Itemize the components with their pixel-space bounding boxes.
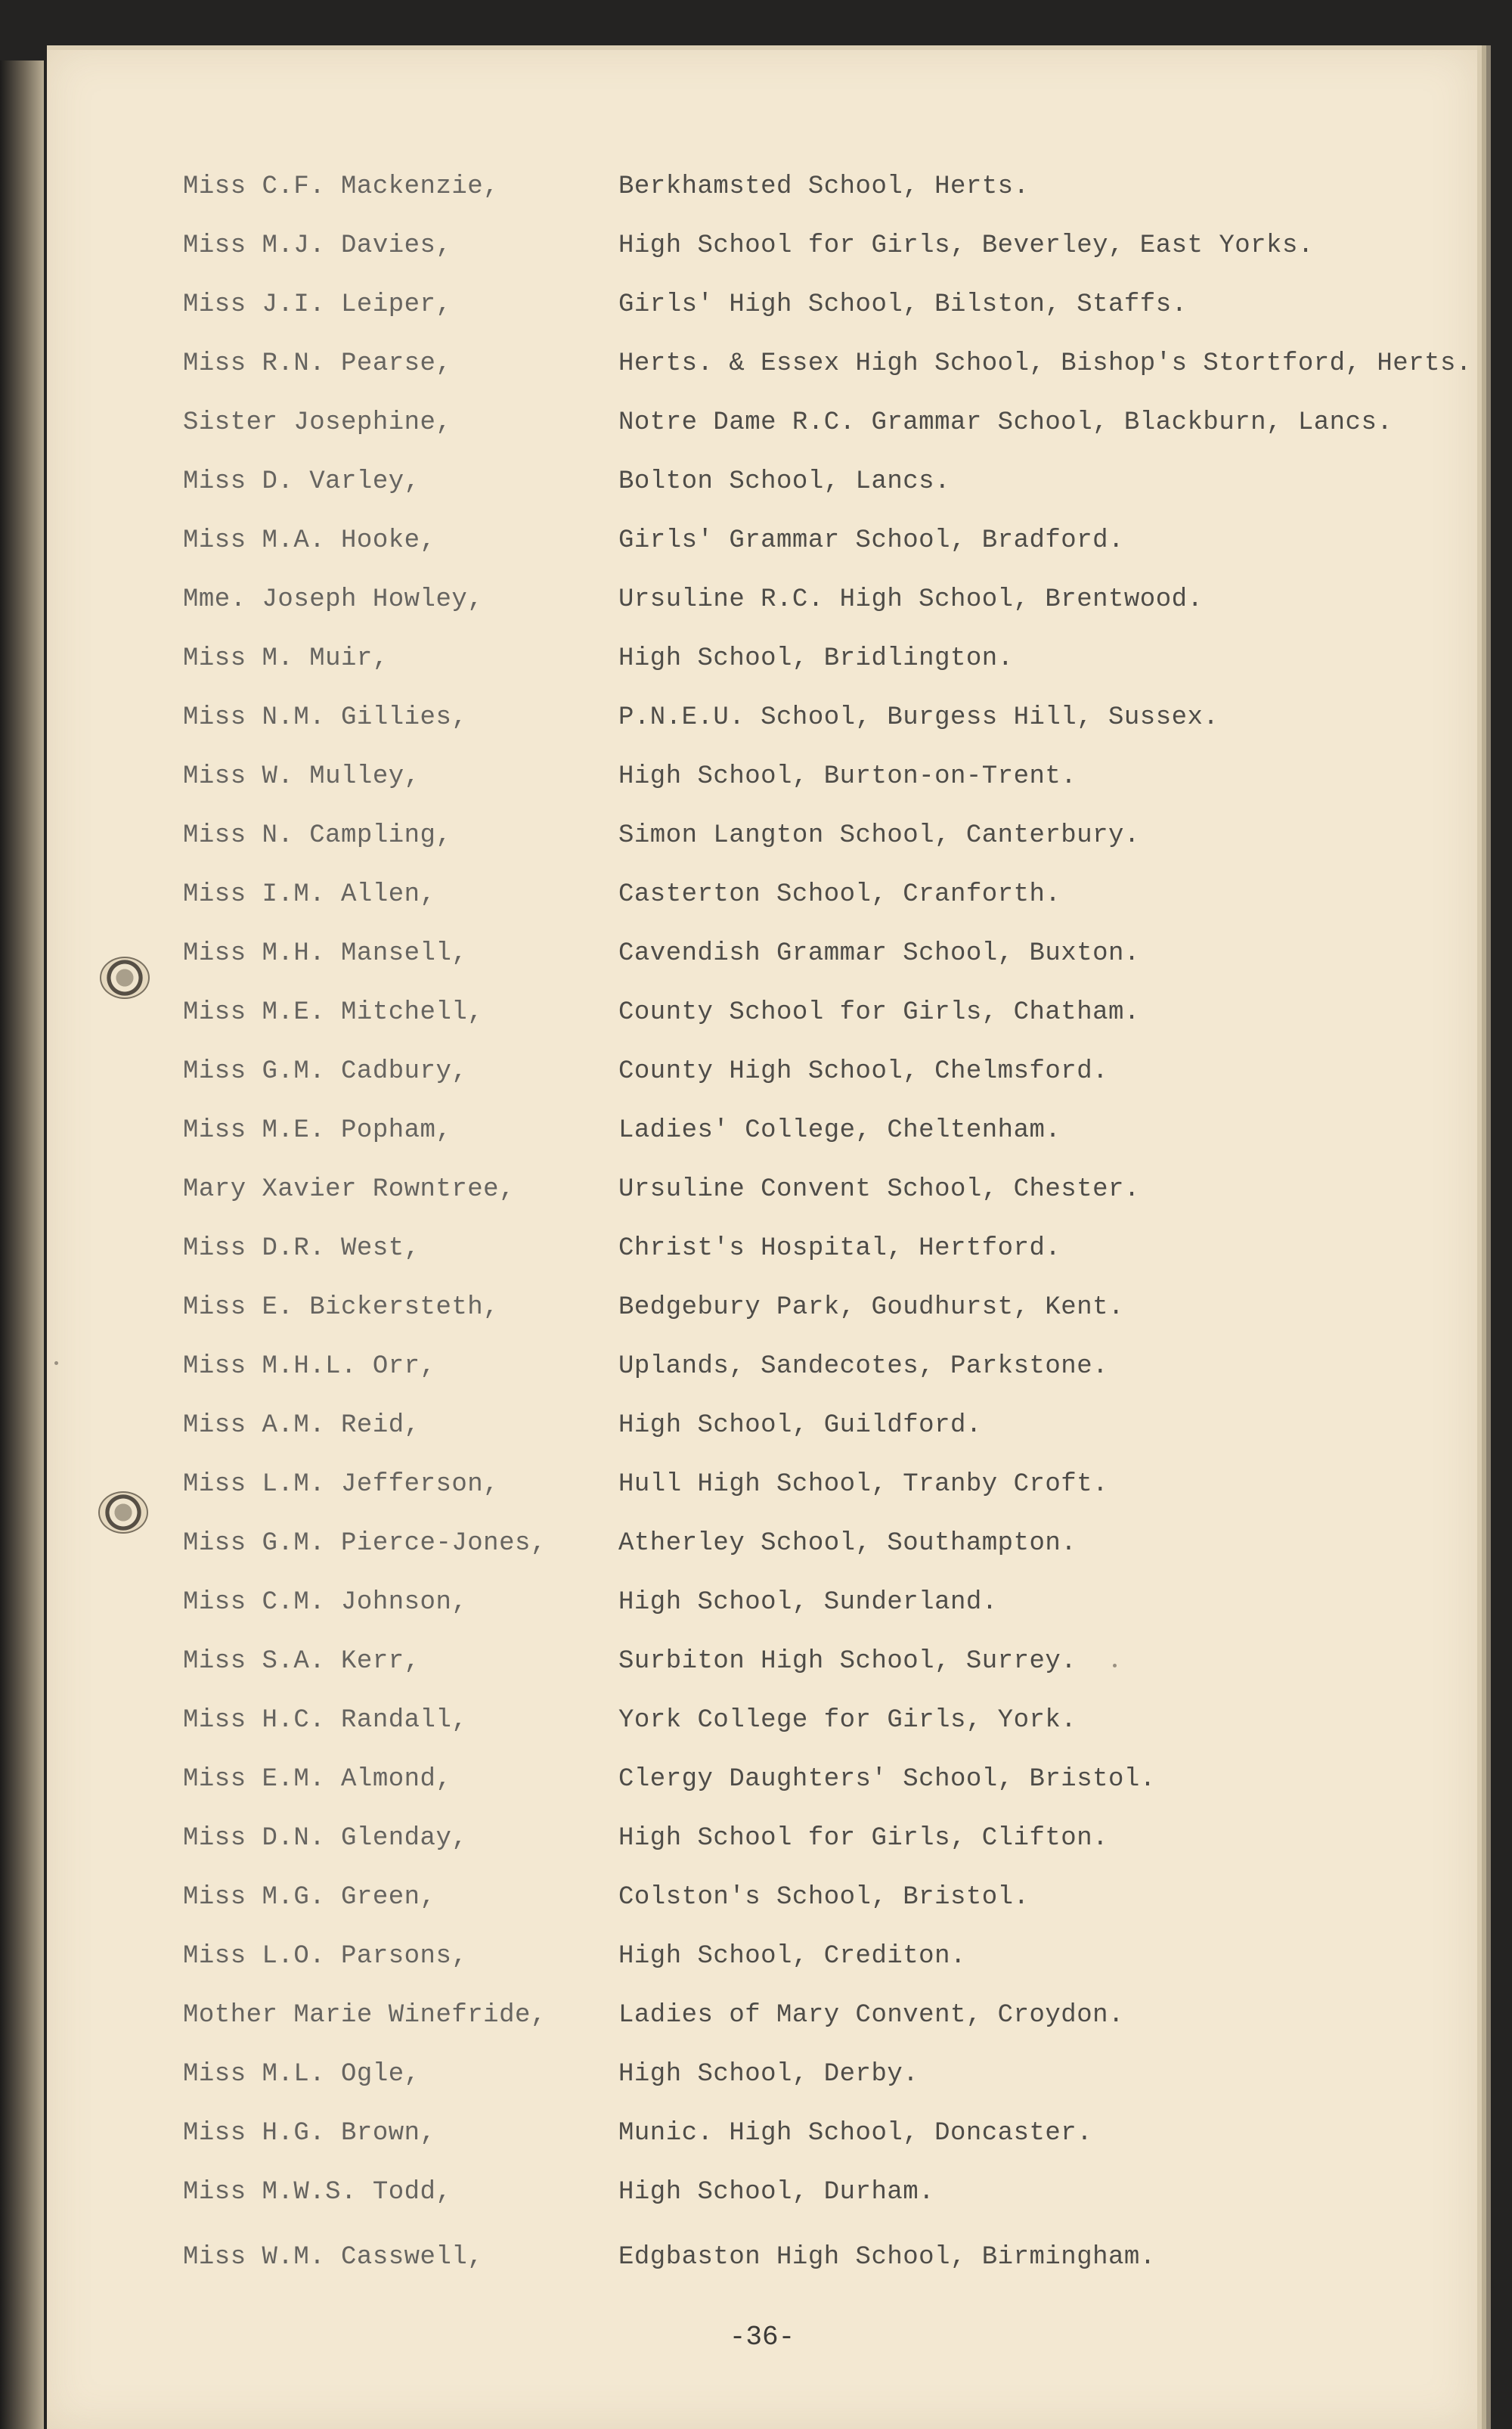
- school-name: High School, Burton-on-Trent.: [618, 762, 1077, 791]
- person-name: Miss A.M. Reid,: [183, 1411, 420, 1440]
- list-item: [47, 1877, 1477, 1922]
- person-name: Miss W.M. Casswell,: [183, 2243, 484, 2272]
- school-name: Munic. High School, Doncaster.: [618, 2119, 1093, 2148]
- list-item: [47, 1759, 1477, 1804]
- school-name: Simon Langton School, Canterbury.: [618, 821, 1140, 850]
- list-item: [47, 225, 1477, 271]
- list-item: [47, 284, 1477, 330]
- list-item: [47, 2172, 1477, 2217]
- list-item: [47, 1228, 1477, 1273]
- school-name: Herts. & Essex High School, Bishop's Stortford, Herts.: [618, 349, 1472, 378]
- person-name: Miss G.M. Pierce-Jones,: [183, 1529, 547, 1558]
- school-name: Cavendish Grammar School, Buxton.: [618, 939, 1140, 968]
- person-name: Miss H.G. Brown,: [183, 2119, 436, 2148]
- school-name: Edgbaston High School, Birmingham.: [618, 2243, 1156, 2272]
- list-item: [47, 1464, 1477, 1509]
- person-name: Miss M.W.S. Todd,: [183, 2178, 452, 2207]
- person-name: Miss N.M. Gillies,: [183, 703, 468, 732]
- person-name: Miss C.M. Johnson,: [183, 1588, 468, 1617]
- list-item: [47, 1287, 1477, 1332]
- school-name: High School for Girls, Beverley, East Yorks.: [618, 231, 1314, 260]
- school-name: Ursuline Convent School, Chester.: [618, 1175, 1140, 1204]
- list-item: [47, 1582, 1477, 1627]
- list-item: [47, 166, 1477, 212]
- school-name: High School, Sunderland.: [618, 1588, 998, 1617]
- person-name: Miss J.I. Leiper,: [183, 290, 452, 319]
- person-name: Miss E.M. Almond,: [183, 1765, 452, 1794]
- list-item: [47, 756, 1477, 802]
- school-name: Uplands, Sandecotes, Parkstone.: [618, 1352, 1109, 1381]
- list-item: [47, 2113, 1477, 2158]
- school-name: County School for Girls, Chatham.: [618, 998, 1140, 1027]
- page-top-edge: [47, 45, 1477, 50]
- school-name: Colston's School, Bristol.: [618, 1883, 1030, 1912]
- person-name: Miss M.H. Mansell,: [183, 939, 468, 968]
- list-item: [47, 1700, 1477, 1745]
- person-name: Miss W. Mulley,: [183, 762, 420, 791]
- school-name: County High School, Chelmsford.: [618, 1057, 1109, 1086]
- person-name: Miss H.C. Randall,: [183, 1706, 468, 1735]
- list-item: [47, 1641, 1477, 1686]
- person-name: Miss D.R. West,: [183, 1234, 420, 1263]
- person-name: Miss I.M. Allen,: [183, 880, 436, 909]
- list-item: [47, 2237, 1477, 2282]
- list-item: [47, 815, 1477, 861]
- person-name: Mary Xavier Rowntree,: [183, 1175, 515, 1204]
- person-name: Sister Josephine,: [183, 408, 452, 437]
- school-name: High School, Crediton.: [618, 1942, 966, 1971]
- school-name: Ursuline R.C. High School, Brentwood.: [618, 585, 1204, 614]
- person-name: Miss G.M. Cadbury,: [183, 1057, 468, 1086]
- list-item: [47, 579, 1477, 625]
- school-name: York College for Girls, York.: [618, 1706, 1077, 1735]
- school-name: Atherley School, Southampton.: [618, 1529, 1077, 1558]
- person-name: Miss M.H.L. Orr,: [183, 1352, 436, 1381]
- school-name: Girls' Grammar School, Bradford.: [618, 526, 1124, 555]
- list-item: [47, 1051, 1477, 1097]
- list-item: [47, 1110, 1477, 1156]
- school-name: High School, Durham.: [618, 2178, 935, 2207]
- school-name: Bedgebury Park, Goudhurst, Kent.: [618, 1293, 1124, 1322]
- person-name: Miss M.E. Popham,: [183, 1116, 452, 1145]
- person-name: Miss D. Varley,: [183, 467, 420, 496]
- list-item: [47, 1405, 1477, 1450]
- list-item: [47, 874, 1477, 920]
- school-name: Christ's Hospital, Hertford.: [618, 1234, 1061, 1263]
- school-name: Ladies of Mary Convent, Croydon.: [618, 2001, 1124, 2030]
- person-name: Miss M.E. Mitchell,: [183, 998, 484, 1027]
- school-name: High School, Guildford.: [618, 1411, 982, 1440]
- list-item: [47, 461, 1477, 507]
- person-name: Miss M.G. Green,: [183, 1883, 436, 1912]
- list-item: [47, 2054, 1477, 2099]
- person-name: Miss M. Muir,: [183, 644, 389, 673]
- person-name: Miss E. Bickersteth,: [183, 1293, 500, 1322]
- list-item: [47, 1346, 1477, 1391]
- list-item: [47, 638, 1477, 684]
- list-item: [47, 1936, 1477, 1981]
- list-item: [47, 1995, 1477, 2040]
- person-name: Miss M.L. Ogle,: [183, 2060, 420, 2089]
- school-name: Bolton School, Lancs.: [618, 467, 950, 496]
- list-item: [47, 1523, 1477, 1568]
- person-name: Miss L.O. Parsons,: [183, 1942, 468, 1971]
- school-name: Notre Dame R.C. Grammar School, Blackburn, Lancs.: [618, 408, 1393, 437]
- school-name: Girls' High School, Bilston, Staffs.: [618, 290, 1188, 319]
- list-item: [47, 520, 1477, 566]
- list-item: [47, 933, 1477, 979]
- list-item: [47, 992, 1477, 1038]
- page-number: -36-: [729, 2322, 795, 2353]
- person-name: Mother Marie Winefride,: [183, 2001, 547, 2030]
- person-name: Miss M.A. Hooke,: [183, 526, 436, 555]
- person-name: Miss M.J. Davies,: [183, 231, 452, 260]
- list-item: [47, 697, 1477, 743]
- school-name: Ladies' College, Cheltenham.: [618, 1116, 1061, 1145]
- school-name: P.N.E.U. School, Burgess Hill, Sussex.: [618, 703, 1219, 732]
- school-name: High School, Derby.: [618, 2060, 919, 2089]
- school-name: High School for Girls, Clifton.: [618, 1824, 1109, 1853]
- list-item: [47, 343, 1477, 389]
- person-name: Miss L.M. Jefferson,: [183, 1470, 500, 1499]
- school-name: Hull High School, Tranby Croft.: [618, 1470, 1109, 1499]
- list-item: [47, 1169, 1477, 1214]
- list-item: [47, 1818, 1477, 1863]
- person-name: Miss S.A. Kerr,: [183, 1647, 420, 1676]
- person-name: Miss R.N. Pearse,: [183, 349, 452, 378]
- person-name: Miss D.N. Glenday,: [183, 1824, 468, 1853]
- school-name: Casterton School, Cranforth.: [618, 880, 1061, 909]
- school-name: Berkhamsted School, Herts.: [618, 172, 1030, 201]
- school-name: High School, Bridlington.: [618, 644, 1014, 673]
- school-name: Clergy Daughters' School, Bristol.: [618, 1765, 1156, 1794]
- school-name: Surbiton High School, Surrey.: [618, 1647, 1077, 1676]
- person-name: Miss N. Campling,: [183, 821, 452, 850]
- person-name: Miss C.F. Mackenzie,: [183, 172, 500, 201]
- previous-page-edge: [0, 60, 44, 2429]
- list-item: [47, 402, 1477, 448]
- person-name: Mme. Joseph Howley,: [183, 585, 484, 614]
- document-page: [47, 45, 1477, 2429]
